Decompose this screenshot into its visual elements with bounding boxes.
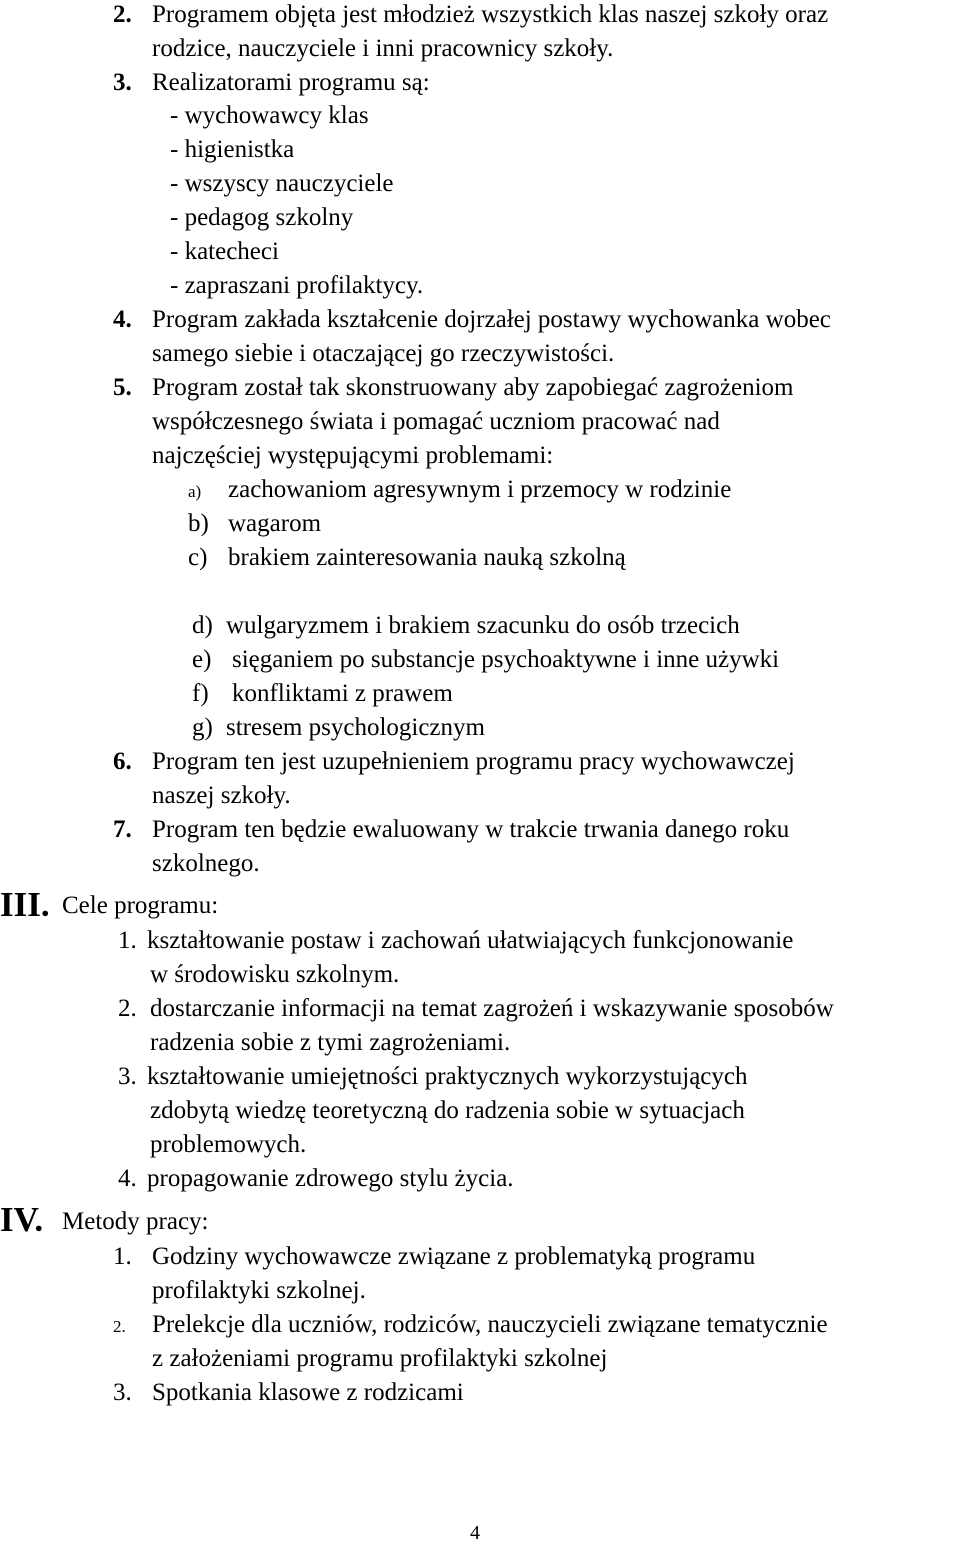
item-text-line: w środowisku szkolnym. [150,961,400,988]
subitem-label: e) [192,646,212,673]
item-text-line: rodzice, nauczyciele i inni pracownicy szkoły. [152,35,614,62]
item-text-line: radzenia sobie z tymi zagrożeniami. [150,1029,511,1056]
item-text-line: - wychowawcy klas [170,102,369,129]
section-numeral: III. [0,885,50,924]
item-text-line: Programem objęta jest młodzież wszystkich klas naszej szkoły oraz [152,1,829,28]
item-number: 1. [118,927,137,954]
item-text-line: Program został tak skonstruowany aby zapobiegać zagrożeniom [152,374,794,401]
section-title: Cele programu: [62,892,219,919]
subitem-label: c) [188,544,208,571]
item-text-line: - zapraszani profilaktycy. [170,272,424,299]
item-number: 1. [113,1243,132,1270]
item-number: 3. [118,1063,137,1090]
item-text-line: Spotkania klasowe z rodzicami [152,1379,464,1406]
item-text-line: kształtowanie umiejętności praktycznych wykorzystujących [147,1063,748,1090]
subitem-label: a) [188,482,202,501]
item-text-line: współczesnego świata i pomagać uczniom pracować nad [152,408,720,435]
item-text-line: kształtowanie postaw i zachowań ułatwiających funkcjonowanie [147,927,794,954]
subitem-label: g) [192,714,213,741]
item-text-line: Realizatorami programu są: [152,69,430,96]
subitem-text: sięganiem po substancje psychoaktywne i inne używki [232,646,780,673]
subitem-text: wagarom [228,510,322,537]
item-number: 2. [113,1317,126,1336]
subitem-text: stresem psychologicznym [226,714,485,741]
item-number: 3. [113,1379,132,1406]
item-text-line: samego siebie i otaczającej go rzeczywistości. [152,340,615,367]
item-text-line: szkolnego. [152,850,260,877]
page-number: 4 [470,1522,480,1544]
item-text-line: Program ten będzie ewaluowany w trakcie trwania danego roku [152,816,790,843]
item-text-line: Program zakłada kształcenie dojrzałej postawy wychowanka wobec [152,306,831,333]
item-number: 7. [113,816,132,843]
item-number: 4. [113,306,132,333]
item-text-line: najczęściej występującymi problemami: [152,442,554,469]
item-text-line: Prelekcje dla uczniów, rodziców, nauczycieli związane tematycznie [152,1311,828,1338]
item-text-line: Program ten jest uzupełnieniem programu pracy wychowawczej [152,748,795,775]
item-text-line: - wszyscy nauczyciele [170,170,394,197]
item-number: 6. [113,748,132,775]
item-text-line: - higienistka [170,136,295,163]
item-text-line: problemowych. [150,1131,307,1158]
item-text-line: dostarczanie informacji na temat zagrożeń i wskazywanie sposobów [150,995,834,1022]
section-title: Metody pracy: [62,1208,209,1235]
item-text-line: naszej szkoły. [152,782,291,809]
item-number: 2. [113,1,132,28]
section-numeral: IV. [0,1200,44,1239]
subitem-label: f) [192,680,209,707]
item-text-line: - pedagog szkolny [170,204,354,231]
subitem-text: zachowaniom agresywnym i przemocy w rodzinie [228,476,732,503]
item-number: 5. [113,374,132,401]
item-text-line: propagowanie zdrowego stylu życia. [147,1165,514,1192]
subitem-text: wulgaryzmem i brakiem szacunku do osób trzecich [226,612,740,639]
item-text-line: Godziny wychowawcze związane z problematyką programu [152,1243,756,1270]
item-number: 3. [113,69,132,96]
subitem-text: brakiem zainteresowania nauką szkolną [228,544,626,571]
item-text-line: z założeniami programu profilaktyki szkolnej [152,1345,608,1372]
item-number: 4. [118,1165,137,1192]
subitem-label: d) [192,612,213,639]
item-text-line: zdobytą wiedzę teoretyczną do radzenia sobie w sytuacjach [150,1097,745,1124]
subitem-label: b) [188,510,209,537]
item-text-line: - katecheci [170,238,279,265]
subitem-text: konfliktami z prawem [232,680,453,707]
item-text-line: profilaktyki szkolnej. [152,1277,366,1304]
item-number: 2. [118,995,137,1022]
